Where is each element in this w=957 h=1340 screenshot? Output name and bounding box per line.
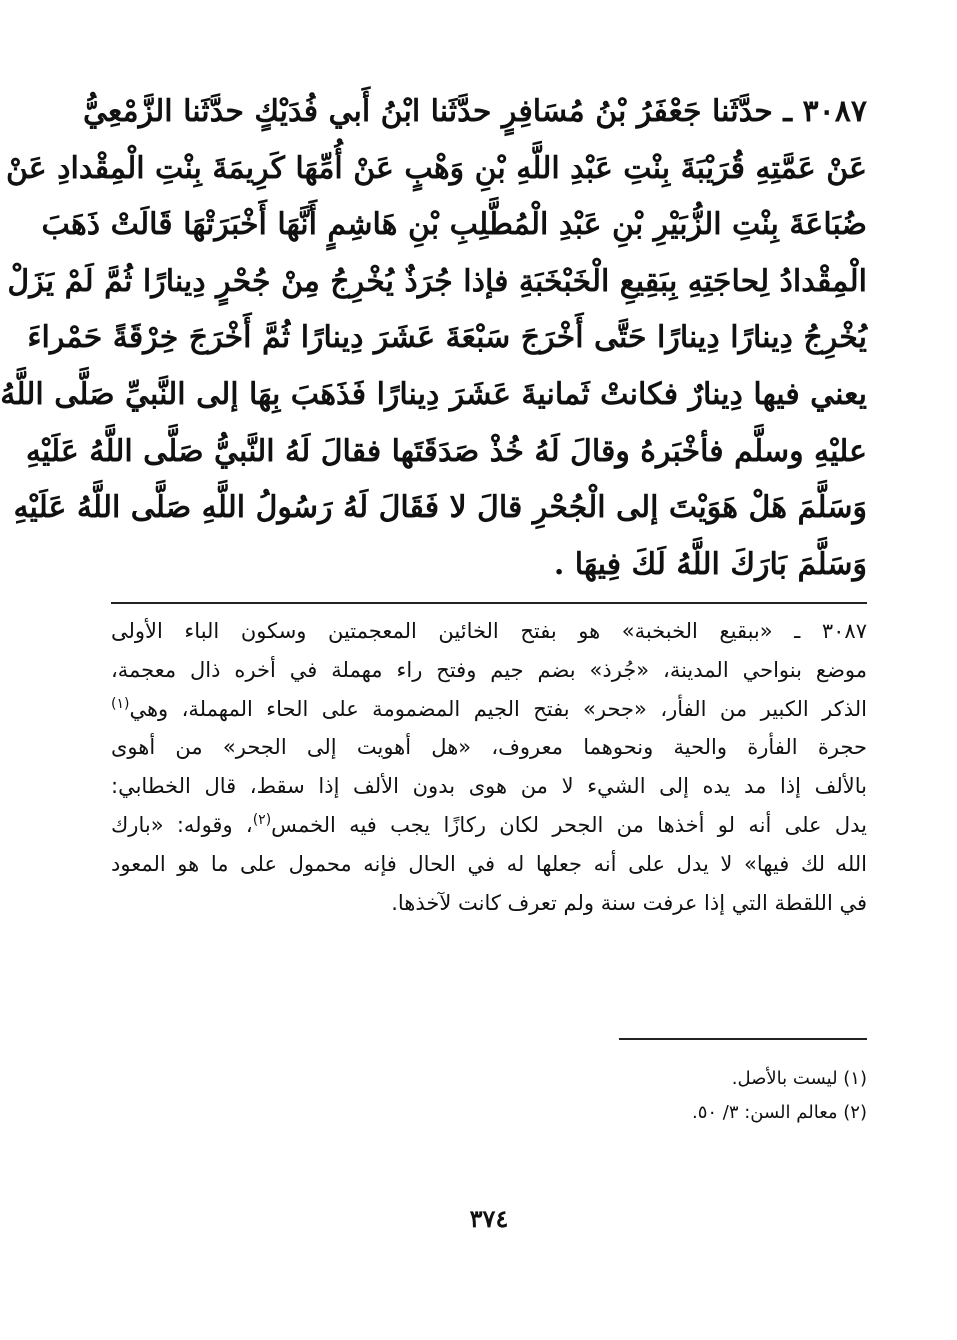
- commentary-line: [111, 806, 867, 845]
- book-page: [0, 84, 868, 1284]
- footnote-marker-2: (٢): [252, 811, 272, 828]
- hadith-line: الْمِقْدادُ لِحاجَتِهِ بِبَقِيعِ الْخَبْخَبَةِ فإذا جُرَذٌ يُخْرِجُ مِنْ جُحْرٍ دِينارًا ثُمَّ لَمْ يَزَلْ: [7, 263, 867, 299]
- commentary-text: [111, 612, 867, 922]
- hadith-line: وَسَلَّمَ بَارَكَ اللَّهُ لَكَ فِيهَا .: [553, 546, 867, 582]
- commentary-line: في اللقطة التي إذا عرفت سنة ولم تعرف كانت لآخذها.: [391, 890, 867, 915]
- commentary-line: بالألف إذا مد يده إلى الشيء لا من هوى بدون الألف إذا سقط، قال الخطابي:: [111, 774, 867, 799]
- commentary-line-text: يدل على أنه لو أخذها من الجحر لكان ركازًا يجب فيه الخمس: [271, 812, 868, 837]
- footnote-2: (٢) معالم السن: ٣/ ٥٠.: [691, 1102, 867, 1123]
- commentary-line: ٣٠٨٧ ـ «ببقيع الخبخبة» هو بفتح الخائين المعجمتين وسكون الباء الأولى: [111, 619, 867, 643]
- commentary-line: [111, 690, 867, 729]
- hadith-line: يعني فيها دِينارٌ فكانتْ ثَمانيةَ عَشَرَ دِينارًا فَذَهَبَ بِهَا إلى النَّبيِّ صَلَّى اللَّهُ: [0, 376, 867, 412]
- hadith-text: [0, 84, 867, 593]
- hadith-line: عَنْ عَمَّتِهِ قُرَيْبَةَ بِنْتِ عَبْدِ اللَّهِ بْنِ وَهْبٍ عَنْ أُمِّهَا كَرِيمَةَ بِنْتِ الْمِقْدادِ عَنْ: [5, 150, 867, 186]
- footnotes: [111, 1062, 867, 1130]
- commentary-line-text: الذكر الكبير من الفأر، «جحر» بفتح الجيم المضمومة على الحاء المهملة، وهي: [129, 696, 867, 721]
- hadith-line: وَسَلَّمَ هَلْ هَوَيْتَ إلى الْجُحْرِ قالَ لا فَقَالَ لَهُ رَسُولُ اللَّهِ صَلَّى اللَّهُ عَلَيْهِ: [13, 490, 867, 526]
- footnote-1: (١) ليست بالأصل.: [731, 1068, 867, 1089]
- footnote-marker-1: (١): [111, 695, 130, 712]
- hadith-line: ضُبَاعَةَ بِنْتِ الزُّبَيْرِ بْنِ عَبْدِ الْمُطَّلِبِ بْنِ هَاشِمٍ أَنَّهَا أَخْبَرَتْهَا قَالَتْ ذَهَبَ: [41, 207, 867, 243]
- page-number: ٣٧٤: [469, 1204, 509, 1233]
- commentary-line-tail: ، وقوله: «بارك: [111, 812, 253, 837]
- section-divider: [111, 602, 867, 604]
- hadith-line: ٣٠٨٧ ـ حدَّثَنا جَعْفَرُ بْنُ مُسَافِرٍ حدَّثَنا ابْنُ أَبي فُدَيْكٍ حدَّثَنا الزَّمْعِيُّ: [83, 94, 867, 129]
- hadith-line: يُخْرِجُ دِينارًا دِينارًا حَتَّى أَخْرَجَ سَبْعَةَ عَشَرَ دِينارًا ثُمَّ أَخْرَجَ خِرْقَةً حَمْراءَ: [27, 320, 867, 356]
- commentary-line: حجرة الفأرة والحية ونحوهما معروف، «هل أهويت إلى الجحر» من أهوى: [111, 735, 867, 760]
- footnote-divider: [619, 1038, 867, 1040]
- hadith-line: عليْهِ وسلَّم فأخْبَرهُ وقالَ لَهُ خُذْ صَدَقَتَها فقالَ لَهُ النَّبيُّ صَلَّى اللَّهُ عَلَيْهِ: [25, 433, 867, 469]
- commentary-line: الله لك فيها» لا يدل على أنه جعلها له في الحال فإنه محمول على ما هو المعود: [111, 851, 867, 876]
- commentary-line: موضع بنواحي المدينة، «جُرذ» بضم جيم وفتح راء مهملة في أخره ذال معجمة،: [111, 657, 867, 682]
